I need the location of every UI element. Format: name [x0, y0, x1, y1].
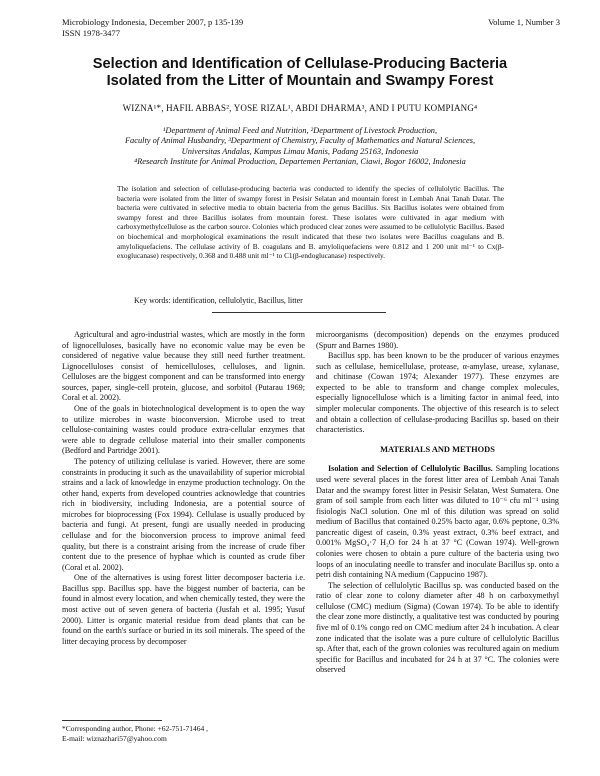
paragraph: The selection of cellulolytic Bacillus sp. was conducted based on the ratio of clear zone to colony diameter after 48 h on carboxymethyl cellulose (CMC) medium (Sigma) (Cowan 1974). To be able to identify the clear zone more distinctly, a qualitative test was conducted by pouring five ml of 0.1% congo red on CMC medium after 24 h incubation. A clear zone indicated that the isolate was a pure culture of cellulolytic Bacillus sp. After that, each of the grown colonies was recultured again on medium specific for Bacillus and incubated for 24 h at 37 °C. The colonies were observed — [316, 580, 559, 675]
paragraph: Agricultural and agro-industrial wastes, which are mostly in the form of lignocelluloses, basically have no economic value may be even be considered of negative value because they still need further treatment. Lignocelluloses consist of hemicelluloses, celluloses, and lignin. Celluloses are the biggest component and can be transformed into energy sources, paper, single-cell protein, glucose, and sorbitol (Putarau 1969; Coral et al. 2002). — [62, 330, 305, 403]
title-line-1: Selection and Identification of Cellulase-Producing Bacteria — [92, 56, 508, 72]
footnote — [62, 720, 305, 743]
title-line-2: Isolated from the Litter of Mountain and Swampy Forest — [106, 73, 494, 89]
volume-info: Volume 1, Number 3 — [488, 17, 560, 27]
paragraph: Bacillus spp. has been known to be the producer of various enzymes such as cellulase, hemicellulase, protease, α-amylase, urease, xylanase, and chitinase (Cowan 1974; Alexander 1977). These enzymes are expected to be able to transform and change complex molecules, especially lignocellulose which is a limiting factor in animal feed, into simpler molecular components. The objective of this research is to select and obtain a collection of cellulase-producing Bacillus sp. based on their characteristics. — [316, 351, 559, 435]
affiliation-line: ⁴Research Institute for Animal Production, Departemen Pertanian, Ciawi, Bogor 16002, Indonesia — [134, 157, 466, 167]
paragraph: One of the alternatives is using forest litter decomposer bacteria i.e. Bacillus spp. Bacillus spp. have the biggest number of bacteria, can be found in almost every location, and when chemically tested, they were the most active out of seven genera of bacteria (Jusfah et al. 1995; Yusuf 2000). Litter is organic material residue from dead plants that can be found on the earth's surface or buried in its soil minerals. The speed of the litter decaying process by decomposer — [62, 573, 305, 646]
keywords: Key words: identification, cellulolytic, Bacillus, litter — [134, 296, 303, 305]
footnote-email: E-mail: wiznazhari57@yahoo.com — [62, 733, 167, 743]
paragraph: One of the goals in biotechnological development is to open the way to utilize microbes in waste bioconversion. Microbe used to treat cellulose-containing wastes could produce extra-cellular enzymes that were able to degrade cellulose material into their smaller components (Bedford and Partridge 2001). — [62, 404, 305, 456]
paragraph: The potency of utilizing cellulase is varied. However, there are some constraints in producing it such as the unavailability of superior microbial strains and a lack of knowledge in enzyme production technology. On the other hand, experts from developed countries acknowledge that countries rich in biodiversity, including Indonesia, are a potential source of microbes for bioprocessing (Fox 1994). Cellulase is usually produced by bacteria and fungi. At present, fungi are usually needed in producing cellulase and for the bioconversion process to improve animal feed quality, but there is a constraint arising from the increase of crude fiber content due to the presence of hyphae which is counted as crude fiber (Coral et al. 2002). — [62, 456, 305, 572]
left-column — [62, 330, 305, 647]
separator-rule — [212, 312, 386, 313]
issn: ISSN 1978-3477 — [62, 28, 121, 38]
author-list: WIZNA¹*, HAFIL ABBAS², YOSE RIZAL¹, ABDI DHARMA³, AND I PUTU KOMPIANG⁴ — [122, 103, 478, 113]
affiliation-line: ¹Department of Animal Feed and Nutrition, ²Department of Livestock Production, — [162, 126, 438, 135]
affiliations — [60, 126, 540, 168]
subsection-title: Isolation and Selection of Cellulolytic Bacillus. — [328, 464, 493, 474]
footnote-line: *Corresponding author, Phone: +62-751-71464 , — [62, 724, 208, 733]
journal-line: Microbiology Indonesia, December 2007, p 135-139 — [62, 17, 244, 27]
abstract: The isolation and selection of cellulase-producing bacteria was conducted to identify the species of cellulolytic Bacillus. The bacteria were isolated from the litter of swampy forest in Pesisir Selatan and mountain forest in Lembah Anai Tanah Datar. The bacteria were cultivated in selective media to obtain bacteria from the genus Bacillus. Six Bacillus isolates were obtained from swampy forest and three Bacillus isolates from mountain forest. These isolates were cultivated in agar medium with carboxymethylcellulose as the carbon source. Colonies which produced clear zones were assumed to be cellulolytic Bacillus. Based on biochemical and morphological examinations the result indicated that these two isolates were Bacillus coagulans and B. amyloliquefaciens. The cellulase activity of B. coagulans and B. amyloliquefaciens were 0.812 and 1 200 unit ml⁻¹ to Cx(β-exoglucanase) respectively, 0.368 and 0.488 unit ml⁻¹ to C1(β-endoglucanase) respectively. — [117, 184, 504, 261]
paper-title — [40, 56, 560, 90]
paragraph: microorganisms (decomposition) depends on the enzymes produced (Spurr and Barnes 1980). — [316, 330, 559, 350]
footnote-rule — [62, 720, 162, 721]
affiliation-line: Faculty of Animal Husbandry, ³Department of Chemistry, Faculty of Mathematics and Natural Sciences, — [124, 136, 476, 146]
affiliation-line: Universitas Andalas, Kampus Limau Manis, Padang 25163, Indonesia — [181, 146, 419, 156]
paragraph-text: Sampling locations used were several places in the forest litter area of Lembah Anai Tanah Datar and the swampy forest litter in Pesisir Selatan, West Sumatera. One gram of soil sample from each litter was diluted to 10⁻⁶ cfu ml⁻¹ using fisiologis NaCl solution. One ml of this dilution was spread on solid medium of Bacillus that contained 0.25% bacto agar, 0.6% peptone, 0.3% pancreatic digest of casein, 0.3% yeast extract, 0.3% beef extract, and 0.001% MgSO₄·7 H₂O for 24 h at 37 °C (Cowan 1974). Well-grown colonies were chosen to obtain a pure culture of the bacteria using two loops of an inoculating needle to transfer and inoculate Bacillus sp. onto a petri dish containing NA medium (Cappucino 1987). — [316, 464, 560, 580]
paragraph — [316, 464, 559, 580]
section-title: MATERIALS AND METHODS — [380, 444, 495, 454]
journal-info — [62, 17, 243, 39]
right-column — [316, 330, 559, 676]
